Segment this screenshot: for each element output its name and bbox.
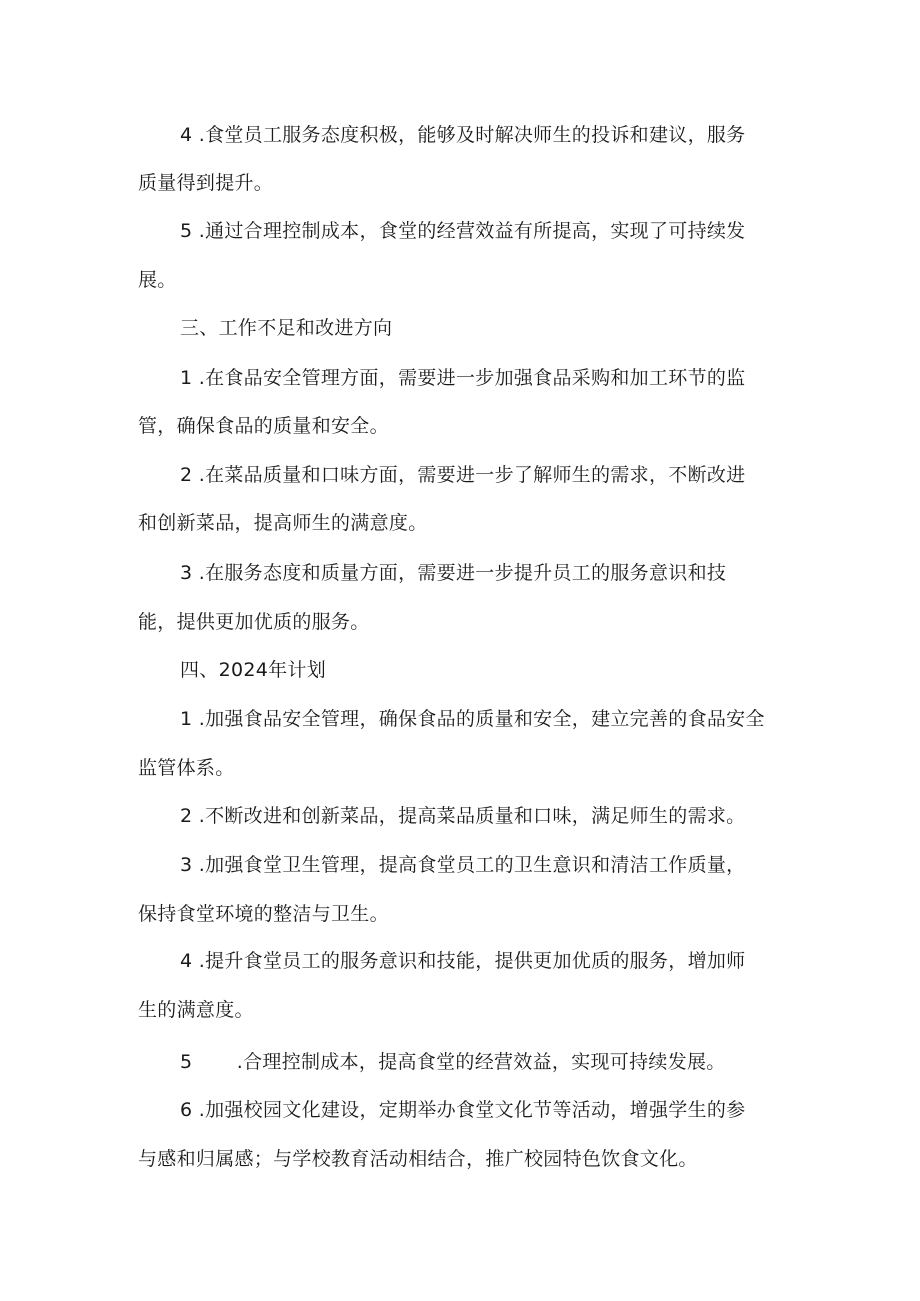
paragraph-line: 3 .在服务态度和质量方面，需要进一步提升员工的服务意识和技	[180, 562, 727, 584]
paragraph-line: 1 .在食品安全管理方面，需要进一步加强食品采购和加工环节的监	[180, 367, 746, 389]
paragraph-line: 2 .在菜品质量和口味方面，需要进一步了解师生的需求，不断改进	[180, 464, 746, 486]
paragraph-line: 4 .食堂员工服务态度积极，能够及时解决师生的投诉和建议，服务	[180, 124, 746, 146]
paragraph-line: 5 .通过合理控制成本，食堂的经营效益有所提高，实现了可持续发	[180, 220, 746, 242]
paragraph-line: 保持食堂环境的整洁与卫生。	[138, 903, 389, 925]
section-heading: 四、2024年计划	[180, 659, 327, 681]
paragraph-line: 生的满意度。	[138, 999, 254, 1021]
paragraph-line: 质量得到提升。	[138, 172, 274, 194]
section-heading: 三、工作不足和改进方向	[180, 317, 393, 339]
paragraph-line: 管，确保食品的质量和安全。	[138, 415, 389, 437]
paragraph-line: 6 .加强校园文化建设，定期举办食堂文化节等活动，增强学生的参	[180, 1099, 746, 1121]
paragraph-line: 1 .加强食品安全管理，确保食品的质量和安全，建立完善的食品安全	[180, 708, 765, 730]
paragraph-line: 与感和归属感；与学校教育活动相结合，推广校园特色饮食文化。	[138, 1148, 698, 1170]
paragraph-line: 和创新菜品，提高师生的满意度。	[138, 512, 428, 534]
paragraph-line: 展。	[138, 269, 177, 291]
paragraph-line: 4 .提升食堂员工的服务意识和技能，提供更加优质的服务，增加师	[180, 950, 746, 972]
paragraph-line: 监管体系。	[138, 757, 235, 779]
paragraph-line: 2 .不断改进和创新菜品，提高菜品质量和口味，满足师生的需求。	[180, 805, 746, 827]
paragraph-line: 能，提供更加优质的服务。	[138, 611, 370, 633]
paragraph-line: 5 .合理控制成本，提高食堂的经营效益，实现可持续发展。	[180, 1051, 726, 1073]
paragraph-line: 3 .加强食堂卫生管理，提高食堂员工的卫生意识和清洁工作质量，	[180, 854, 746, 876]
